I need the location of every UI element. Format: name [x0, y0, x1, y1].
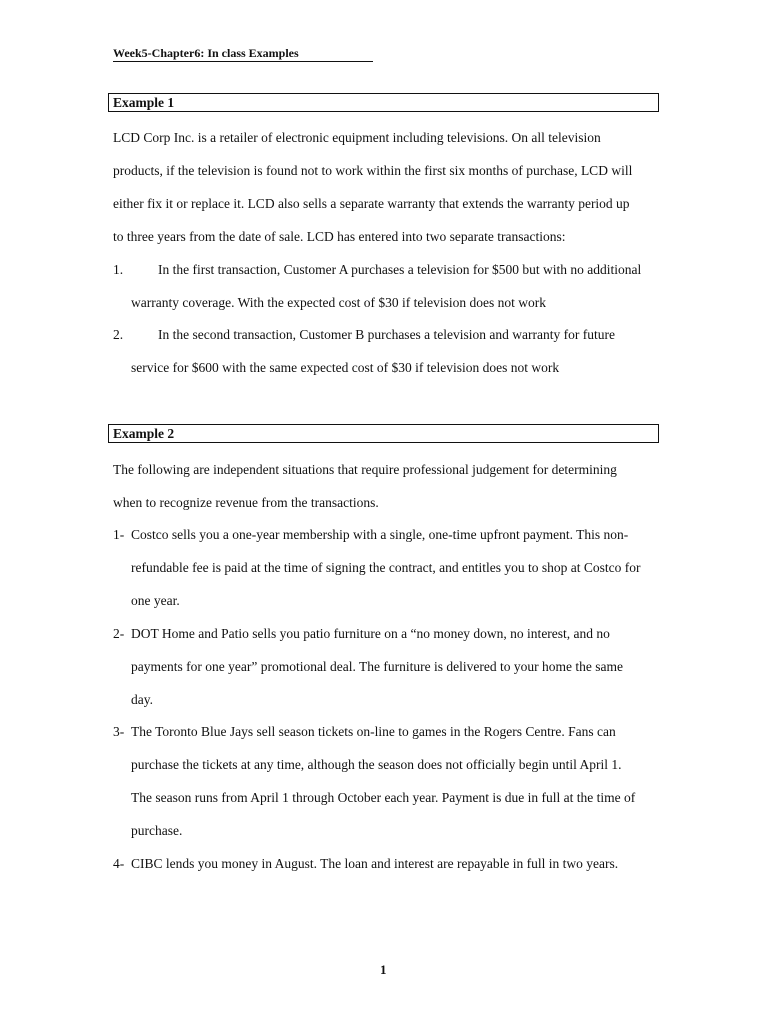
list-item-line: refundable fee is paid at the time of signing the contract, and entitles you to shop at Costco for	[131, 560, 641, 575]
list-item-line: The Toronto Blue Jays sell season tickets on-line to games in the Rogers Centre. Fans can	[131, 724, 616, 739]
example-1-heading-box	[108, 93, 659, 112]
list-item-line: purchase the tickets at any time, although the season does not officially begin until April 1.	[131, 757, 622, 772]
list-item-line: day.	[131, 692, 153, 707]
paragraph-line: products, if the television is found not to work within the first six months of purchase, LCD will	[113, 163, 633, 178]
list-item-line: warranty coverage. With the expected cost of $30 if television does not work	[131, 295, 546, 310]
page-number: 1	[380, 962, 387, 977]
example-1-heading: Example 1	[113, 95, 175, 110]
example-2-intro	[113, 462, 663, 528]
list-item-line: payments for one year” promotional deal. The furniture is delivered to your home the same	[131, 659, 623, 674]
list-number: 1.	[113, 262, 124, 277]
list-item-line: service for $600 with the same expected cost of $30 if television does not work	[131, 360, 560, 375]
list-number: 4-	[113, 856, 125, 871]
paragraph-line: either fix it or replace it. LCD also sells a separate warranty that extends the warranty period up	[113, 196, 630, 211]
document-title: Week5-Chapter6: In class Examples	[113, 46, 299, 60]
list-item-line: Costco sells you a one-year membership with a single, one-time upfront payment. This non-	[131, 527, 629, 542]
paragraph-line: LCD Corp Inc. is a retailer of electronic equipment including televisions. On all television	[113, 130, 601, 145]
list-number: 1-	[113, 527, 125, 542]
paragraph-line: to three years from the date of sale. LCD has entered into two separate transactions:	[113, 229, 566, 244]
list-item-line: In the second transaction, Customer B purchases a television and warranty for future	[158, 327, 615, 342]
list-item-line: purchase.	[131, 823, 183, 838]
example-2-heading: Example 2	[113, 426, 175, 441]
list-number: 2.	[113, 327, 124, 342]
paragraph-line: The following are independent situations that require professional judgement for determining	[113, 462, 617, 477]
paragraph-line: when to recognize revenue from the transactions.	[113, 495, 379, 510]
list-item-line: CIBC lends you money in August. The loan and interest are repayable in full in two years.	[131, 856, 619, 871]
example-2-heading-box	[108, 424, 659, 443]
list-item-line: The season runs from April 1 through October each year. Payment is due in full at the time of	[131, 790, 636, 805]
document-header	[113, 46, 373, 62]
list-number: 3-	[113, 724, 125, 739]
list-number: 2-	[113, 626, 125, 641]
list-item-line: DOT Home and Patio sells you patio furniture on a “no money down, no interest, and no	[131, 626, 610, 641]
list-item-line: one year.	[131, 593, 180, 608]
list-item-line: In the first transaction, Customer A purchases a television for $500 but with no additional	[158, 262, 642, 277]
example-1-intro	[113, 130, 663, 262]
